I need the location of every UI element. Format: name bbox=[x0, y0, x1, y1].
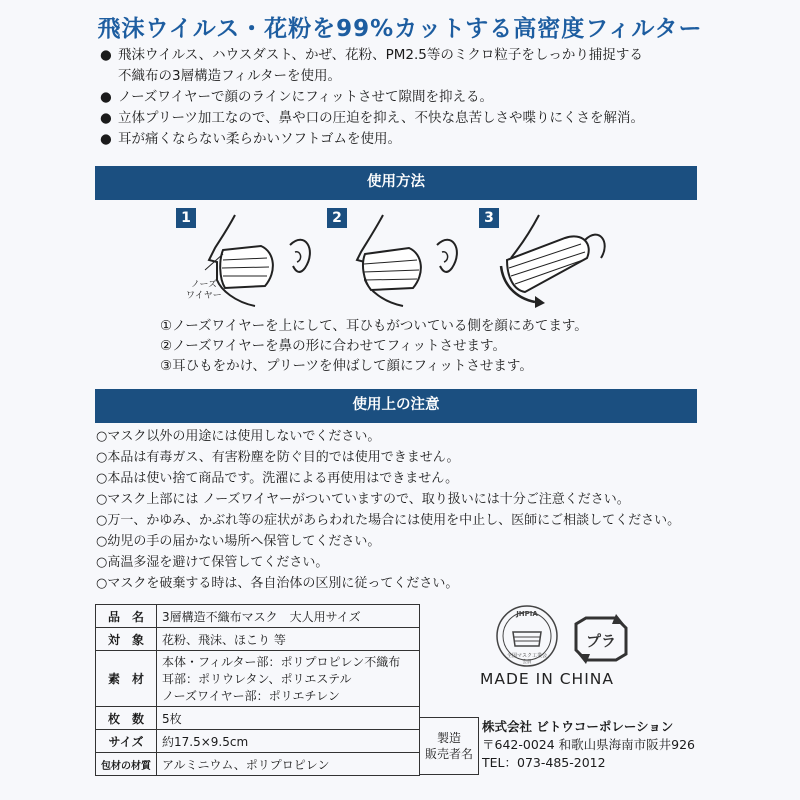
usage-step: ②ノーズワイヤーを鼻の形に合わせてフィットさせます。 bbox=[160, 338, 506, 354]
feature-text: 耳が痛くならない柔らかいソフトゴムを使用。 bbox=[118, 131, 401, 147]
maker-address: 〒642-0024 和歌山県海南市阪井926 bbox=[482, 737, 696, 752]
caution-divider bbox=[95, 421, 697, 423]
nose-wire-label-line: ワイヤー bbox=[186, 291, 222, 301]
feature-item bbox=[100, 129, 710, 150]
spec-value: 約17.5×9.5cm bbox=[157, 730, 420, 753]
spec-value: 5枚 bbox=[157, 707, 420, 730]
step-2-illustration bbox=[345, 210, 475, 310]
feature-text: ノーズワイヤーで顔のラインにフィットさせて隙間を抑える。 bbox=[118, 89, 494, 105]
recycle-pura-icon bbox=[572, 614, 630, 664]
usage-divider bbox=[95, 198, 697, 200]
caution-item: ○マスク以外の用途には使用しないでください。 bbox=[96, 429, 381, 444]
svg-text:会員: 会員 bbox=[522, 660, 532, 665]
usage-step: ①ノーズワイヤーを上にして、耳ひもがついている側を顔にあてます。 bbox=[160, 318, 588, 334]
maker-tel: TEL：073-485-2012 bbox=[482, 755, 606, 770]
spec-key: 包材の材質 bbox=[96, 753, 157, 776]
spec-value-line: ノーズワイヤー部：ポリエチレン bbox=[162, 689, 340, 703]
spec-key: サイズ bbox=[96, 730, 157, 753]
caution-list bbox=[96, 426, 716, 594]
maker-info bbox=[482, 718, 695, 772]
caution-item: ○幼児の手の届かない場所へ保管してください。 bbox=[96, 534, 381, 549]
jhpia-logo bbox=[495, 604, 559, 668]
feature-item-cont bbox=[100, 66, 710, 87]
table-row bbox=[96, 753, 420, 776]
svg-text:JHPIA: JHPIA bbox=[516, 610, 538, 618]
spec-key: 品 名 bbox=[96, 605, 157, 628]
svg-text:プラ: プラ bbox=[585, 632, 617, 650]
usage-steps bbox=[160, 316, 720, 376]
spec-key: 素 材 bbox=[96, 651, 157, 707]
maker-label-line: 販売者名 bbox=[424, 747, 473, 761]
step-number-3: 3 bbox=[479, 208, 499, 228]
feature-item bbox=[100, 87, 710, 108]
step-number-1: 1 bbox=[176, 208, 196, 228]
spec-key: 対 象 bbox=[96, 628, 157, 651]
usage-step: ③耳ひもをかけ、プリーツを伸ばして顔にフィットさせます。 bbox=[160, 358, 533, 374]
spec-table bbox=[95, 604, 420, 776]
made-in-label: MADE IN CHINA bbox=[480, 670, 614, 688]
caution-item: ○万一、かゆみ、かぶれ等の症状があらわれた場合には使用を中止し、医師にご相談してください。 bbox=[96, 513, 681, 528]
table-row bbox=[96, 651, 420, 707]
nose-wire-label-line: ノーズ bbox=[190, 280, 217, 290]
svg-text:全国マスク工業会: 全国マスク工業会 bbox=[506, 653, 548, 659]
table-row bbox=[96, 628, 420, 651]
maker-company: 株式会社 ビトウコーポレーション bbox=[482, 719, 674, 734]
nose-wire-label bbox=[186, 280, 222, 302]
caution-item: ○本品は使い捨て商品です。洗濯による再使用はできません。 bbox=[96, 471, 459, 486]
spec-value: 3層構造不織布マスク 大人用サイズ bbox=[157, 605, 420, 628]
spec-key: 枚 数 bbox=[96, 707, 157, 730]
usage-header: 使用方法 bbox=[95, 166, 697, 198]
feature-list bbox=[100, 45, 710, 150]
maker-label-line: 製造 bbox=[436, 731, 461, 745]
maker-label bbox=[420, 717, 479, 775]
caution-item: ○マスクを破棄する時は、各自治体の区別に従ってください。 bbox=[96, 576, 459, 591]
feature-text: 不織布の3層構造フィルターを使用。 bbox=[118, 68, 341, 84]
table-row bbox=[96, 605, 420, 628]
bullet-icon: ● bbox=[100, 47, 112, 63]
table-row bbox=[96, 730, 420, 753]
caution-item: ○マスク上部には ノーズワイヤーがついていますので、取り扱いには十分ご注意ください。 bbox=[96, 492, 630, 507]
step-number-2: 2 bbox=[327, 208, 347, 228]
spec-value: アルミニウム、ポリプロピレン bbox=[157, 753, 420, 776]
feature-text: 立体プリーツ加工なので、鼻や口の圧迫を抑え、不快な息苦しさや喋りにくさを解消。 bbox=[118, 110, 644, 126]
feature-text: 飛沫ウイルス、ハウスダスト、かぜ、花粉、PM2.5等のミクロ粒子をしっかり捕捉する bbox=[118, 47, 643, 63]
table-row bbox=[96, 707, 420, 730]
headline: 飛沫ウイルス・花粉を99%カットする高密度フィルター bbox=[97, 16, 703, 42]
caution-item: ○高温多湿を避けて保管してください。 bbox=[96, 555, 329, 570]
bullet-icon: ● bbox=[100, 110, 112, 126]
step-3-illustration bbox=[495, 210, 625, 310]
spec-value-line: 本体・フィルター部：ポリプロピレン不織布 bbox=[162, 655, 401, 669]
feature-item bbox=[100, 108, 710, 129]
bullet-icon: ● bbox=[100, 89, 112, 105]
spec-value: 花粉、飛沫、ほこり 等 bbox=[157, 628, 420, 651]
spec-value bbox=[157, 651, 420, 707]
caution-item: ○本品は有毒ガス、有害粉塵を防ぐ目的では使用できません。 bbox=[96, 450, 460, 465]
caution-header: 使用上の注意 bbox=[95, 389, 697, 421]
bullet-icon: ● bbox=[100, 131, 112, 147]
spec-value-line: 耳部：ポリウレタン、ポリエステル bbox=[162, 672, 352, 686]
feature-item bbox=[100, 45, 710, 66]
